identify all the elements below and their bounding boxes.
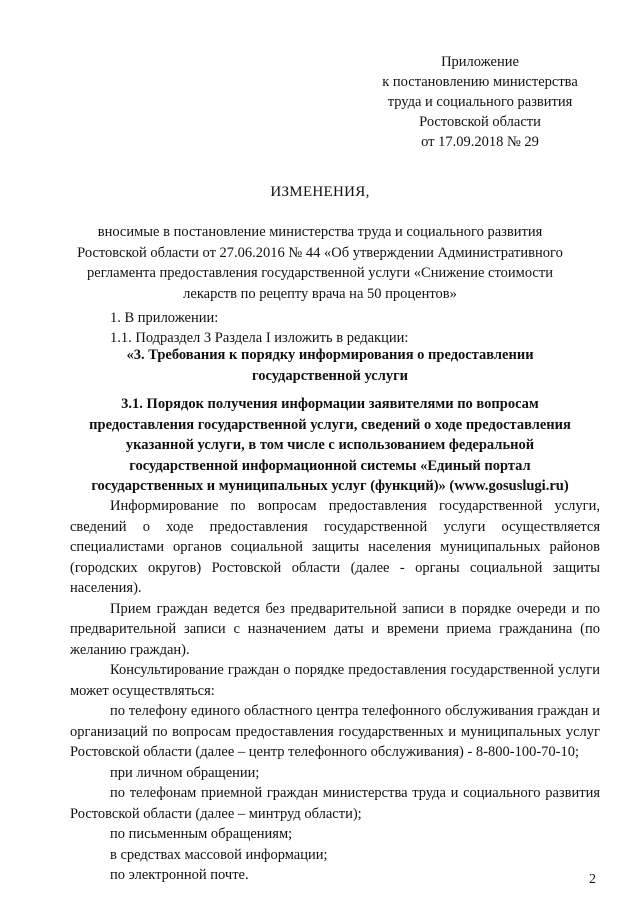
heading-line: государственной информационной системы «Единый портал [129, 457, 531, 474]
annex-header [380, 52, 580, 152]
paragraph: Прием граждан ведется без предварительной записи в порядке очереди и по предварительной записи с назначением даты и времени приема гражданина (по желанию граждан). [70, 600, 600, 658]
document-subtitle [75, 222, 565, 304]
heading-line: государственной услуги [251, 367, 409, 384]
document-title: ИЗМЕНЕНИЯ, [270, 184, 370, 200]
heading-line: 3.1. Порядок получения информации заявителями по вопросам [121, 396, 539, 412]
heading-line: указанной услуги, в том числе с использованием федеральной [125, 437, 535, 453]
subtitle-line: Ростовской области от 27.06.2016 № 44 «Об утверждении Административного [77, 244, 563, 261]
heading-line: «3. Требования к порядку информирования о предоставлении [126, 347, 534, 363]
paragraph: по письменным обращениям; [110, 826, 293, 842]
paragraph: по телефонам приемной граждан министерства труда и социального развития Ростовской области (далее – минтруд области); [70, 785, 600, 822]
item-1-1: 1.1. Подраздел 3 Раздела I изложить в редакции: [110, 330, 409, 346]
page-number: 2 [589, 872, 596, 887]
paragraph: в средствах массовой информации; [110, 846, 328, 863]
paragraph: при личном обращении; [110, 764, 260, 781]
section-3-1-heading [60, 394, 600, 497]
annex-line: Ростовской области [419, 114, 541, 130]
subtitle-line: вносимые в постановление министерства труда и социального развития [97, 224, 543, 240]
annex-line: к постановлению министерства [382, 74, 578, 90]
body-text [70, 496, 600, 886]
paragraph: по телефону единого областного центра телефонного обслуживания граждан и организаций по вопросам предоставления государственных и муниципальных услуг Ростовской области (далее – центр телефонного обслуживания) - 8-800-100-70-10; [70, 703, 600, 760]
heading-line: предоставления государственной услуги, сведений о ходе предоставления [89, 416, 571, 433]
section-3-heading [80, 345, 580, 386]
paragraph: по электронной почте. [110, 867, 249, 883]
annex-line: Приложение [441, 54, 519, 70]
heading-line: государственных и муниципальных услуг (функций)» (www.gosuslugi.ru) [91, 478, 569, 494]
paragraph: Консультирование граждан о порядке предоставления государственной услуги может осуществляться: [70, 662, 600, 699]
annex-line: труда и социального развития [387, 94, 573, 110]
subtitle-line: лекарств по рецепту врача на 50 процентов» [183, 285, 457, 302]
annex-date-line: от 17.09.2018 № 29 [421, 134, 539, 150]
item-1: 1. В приложении: [110, 310, 219, 326]
subtitle-line: регламента предоставления государственной услуги «Снижение стоимости [87, 265, 553, 281]
paragraph: Информирование по вопросам предоставления государственной услуги, сведений о ходе предоставления государственной услуги осуществляется специалистами органов социальной защиты населения муниципальных районов (городских округов) Ростовской области (далее - органы социальной защиты населения). [70, 498, 600, 596]
